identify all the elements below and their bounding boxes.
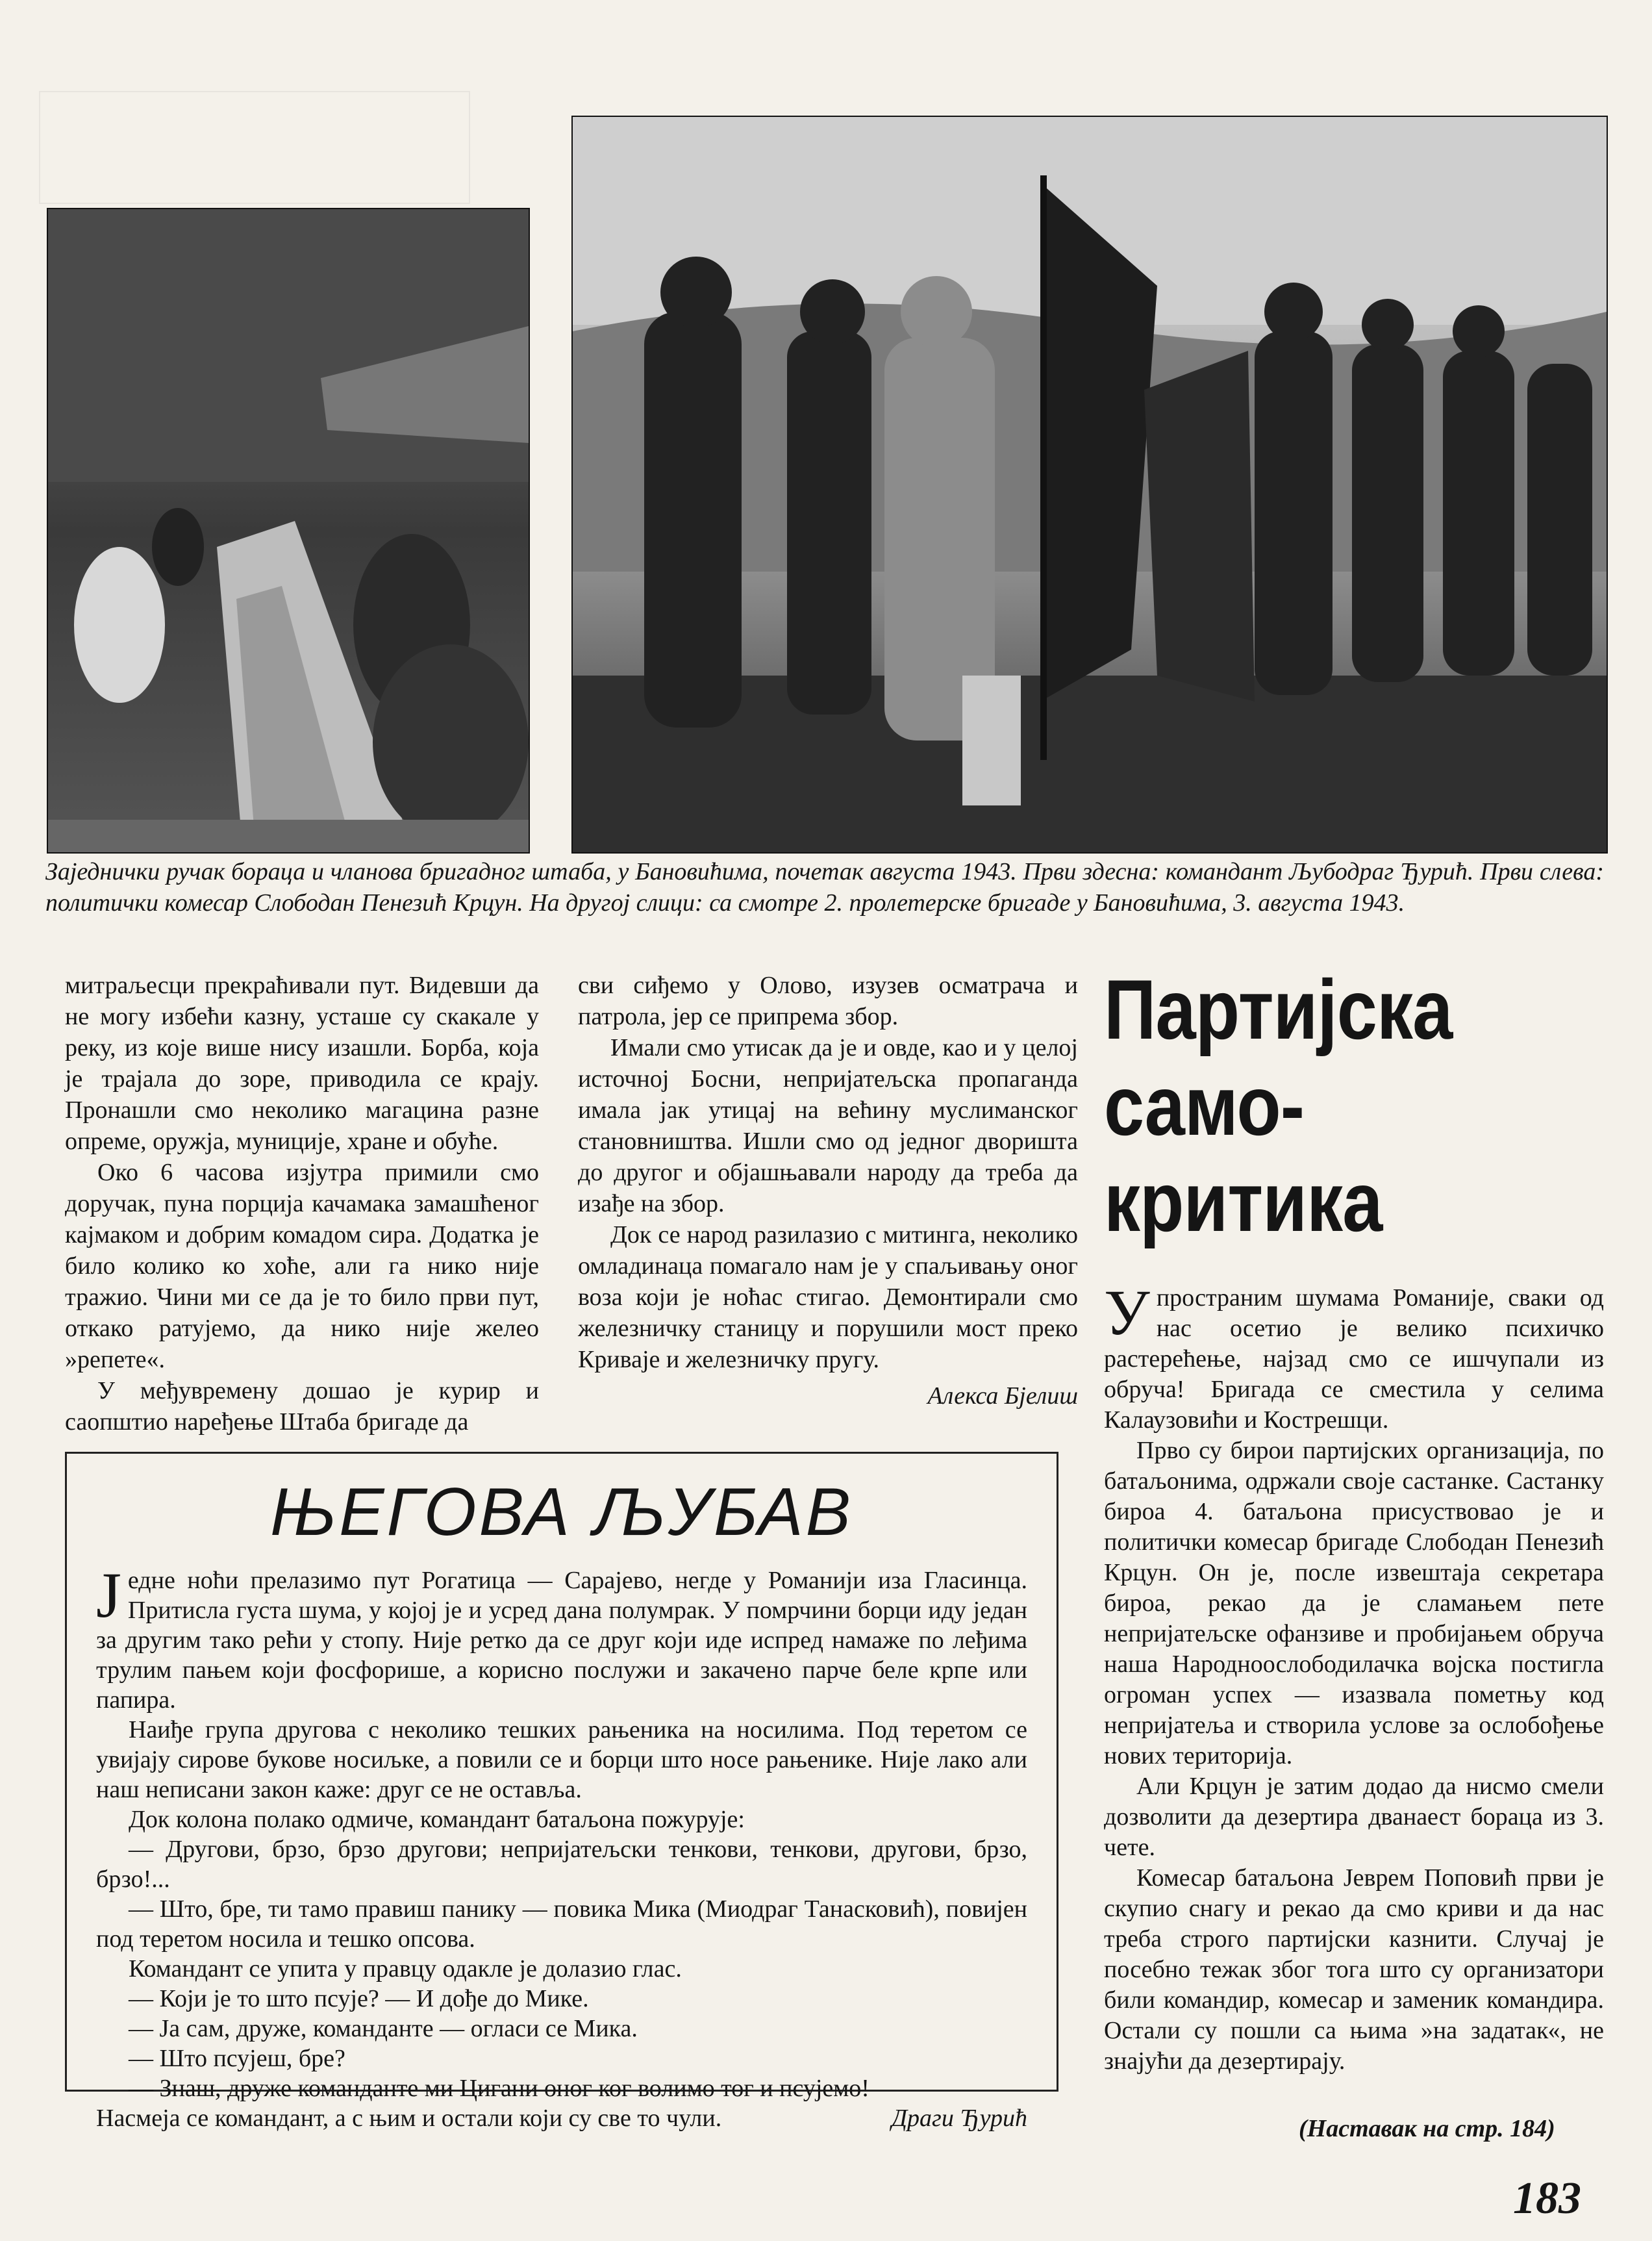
paragraph	[96, 1559, 1027, 1715]
headline	[1104, 961, 1529, 1250]
article-column-2	[578, 970, 1078, 1412]
paragraph-text: едне ноћи прелазимо пут Рогатица — Сарајево, негде у Романији иза Гласинца. Притисла густа шума, у којој је и усред дана полумрак. У помрчини борци иду један за другим тако рећи у стопу. Није ретко да се друг који иде испред намаже по леђима трулим пањем који фосфорише, а корисно послужи и закачено парче беле крпе или папира.	[96, 1567, 1027, 1714]
paragraph	[96, 2103, 1027, 2133]
article-column-1	[65, 970, 539, 1437]
paragraph: митраљесци прекраћивали пут. Видевши да не могу избећи казну, усташе су скакале у реку, из које више нису изашли. Борба, која је трајала до зоре, приводила се крају. Пронашли смо неколико магацина разне опреме, оружја, муниције, хране и обуће.	[65, 972, 539, 1155]
box-text	[96, 1559, 1027, 2133]
paragraph: — Што, бре, ти тамо правиш панику — повика Мика (Миодраг Танасковић), повијен под теретом носила и тешко опсова.	[96, 1895, 1027, 1953]
headline-line: Партијска	[1104, 962, 1453, 1057]
paragraph-text: пространим шумама Романије, сваки од нас осетио је велико психичко растерећење, најзад смо се ишчупали из обруча! Бригада се сместила у селима Калаузовићи и Кострешци.	[1104, 1284, 1604, 1434]
paragraph: Док колона полако одмиче, командант батаљона пожурује:	[129, 1806, 745, 1833]
article-column-3	[1104, 1276, 1604, 2077]
photo-dinner	[47, 208, 530, 854]
continued-note: (Наставак на стр. 184)	[1299, 2115, 1555, 2142]
paragraph: Док се народ разилазио с митинга, неколико омладинаца помагало нам је у спаљивању оног воза који је ноћас стигао. Демонтирали смо железничку станицу и порушили мост преко Кривајe и железничку пругу.	[578, 1221, 1078, 1373]
paragraph: Комесар батаљона Јеврем Поповић први је скупио снагу и рекао да смо криви и да нас треба строго партијски казнити. Случај је посебно тежак због тога што су организатори били командир, комесар и заменик командира. Остали су пошли са њима »на задатак«, не знајући да дезертирају.	[1104, 1864, 1604, 2075]
photo-parade-icon	[573, 117, 1607, 852]
paragraph: — Знаш, друже команданте ми Цигани оног ког волимо тог и псујемо!	[129, 2075, 870, 2102]
paragraph: Прво су бирои партијских организација, по батаљонима, одржали своје састанке. Састанку бироа 4. батаљона присуствовао је и политички комесар бригаде Слободан Пенезић Крцун. Он је, после извештаја секретара бироа, рекао да је сламањем пете непријатељске офанзиве и пробијањем обруча наша Народноослободилачка војска постигла огроман успех — изазвала пометњу код непријатеља и створила услове за ослобођење нових територија.	[1104, 1437, 1604, 1769]
author-signature: Драги Ђурић	[891, 2105, 1027, 2132]
box-title: ЊЕГОВА ЉУБАВ	[269, 1475, 854, 1550]
paragraph-text: Насмеја се командант, а с њим и остали који су све то чули.	[96, 2105, 722, 2132]
headline-line: само-	[1104, 1058, 1305, 1153]
author-signature: Алекса Бјелиш	[927, 1382, 1078, 1410]
paragraph: У међувремену дошао је курир и саопштио наређење Штаба бригаде да	[65, 1377, 539, 1436]
photo-caption: Заједнички ручак бораца и чланова бригадног штаба, у Бановићима, почетак августа 1943. Први здесна: командант Љубодраг Ђурић. Први слева: политички комесар Слободан Пенезић Крцун. На другој слици: са смотре 2. пролетерске бригаде у Бановићима, 3. августа 1943.	[45, 858, 1604, 917]
paragraph: — Ја сам, друже, команданте — огласи се Мика.	[129, 2015, 638, 2042]
paragraph: Око 6 часова изјутра примили смо доручак, пуна порција качамака замашћеног кајмаком и добрим комадом сира. Додатка је било колико ко хоће, али га нико није тражио. Чини ми се да је то било први пут, откако ратујемо, да нико није желео »репете«.	[65, 1159, 539, 1373]
paragraph: Командант се упита у правцу одакле је долазио глас.	[129, 1955, 682, 1982]
drop-cap: У	[1104, 1276, 1150, 1348]
page-number: 183	[1513, 2173, 1581, 2223]
paragraph: сви сиђемо у Олово, изузев осматрача и патрола, јер се припрема збор.	[578, 972, 1078, 1030]
paragraph: Наиђе група другова с неколико тешких рањеника на носилима. Под теретом се увијају сирове букове носиљке, а повили се и борци што носе рањенике. Није лако али наш неписани закон каже: друг се не оставља.	[96, 1716, 1027, 1803]
paragraph: — Што псујеш, бре?	[129, 2045, 345, 2072]
headline-line: критика	[1104, 1154, 1383, 1249]
photo-dinner-icon	[48, 209, 529, 852]
bleed-through-mark	[39, 91, 470, 204]
paragraph: Имали смо утисак да је и овде, као и у целој источној Босни, непријатељска пропаганда имала јак утицај на већину муслиманског становништва. Ишли смо од једног дворишта до другог и објашњавали народу да треба да изађе на збор.	[578, 1034, 1078, 1217]
paragraph: — Другови, брзо, брзо другови; непријатељски тенкови, тенкови, другови, брзо, брзо!...	[96, 1836, 1027, 1893]
paragraph	[1104, 1276, 1604, 1436]
paragraph: — Који је то што псује? — И дође до Мике.	[129, 1985, 589, 2012]
drop-cap: J	[96, 1559, 121, 1631]
boxed-story	[65, 1452, 1058, 2132]
photo-parade	[571, 116, 1608, 854]
paragraph: Али Крцун је затим додао да нисмо смели дозволити да дезертира дванаест бораца из 3. чете.	[1104, 1773, 1604, 1861]
